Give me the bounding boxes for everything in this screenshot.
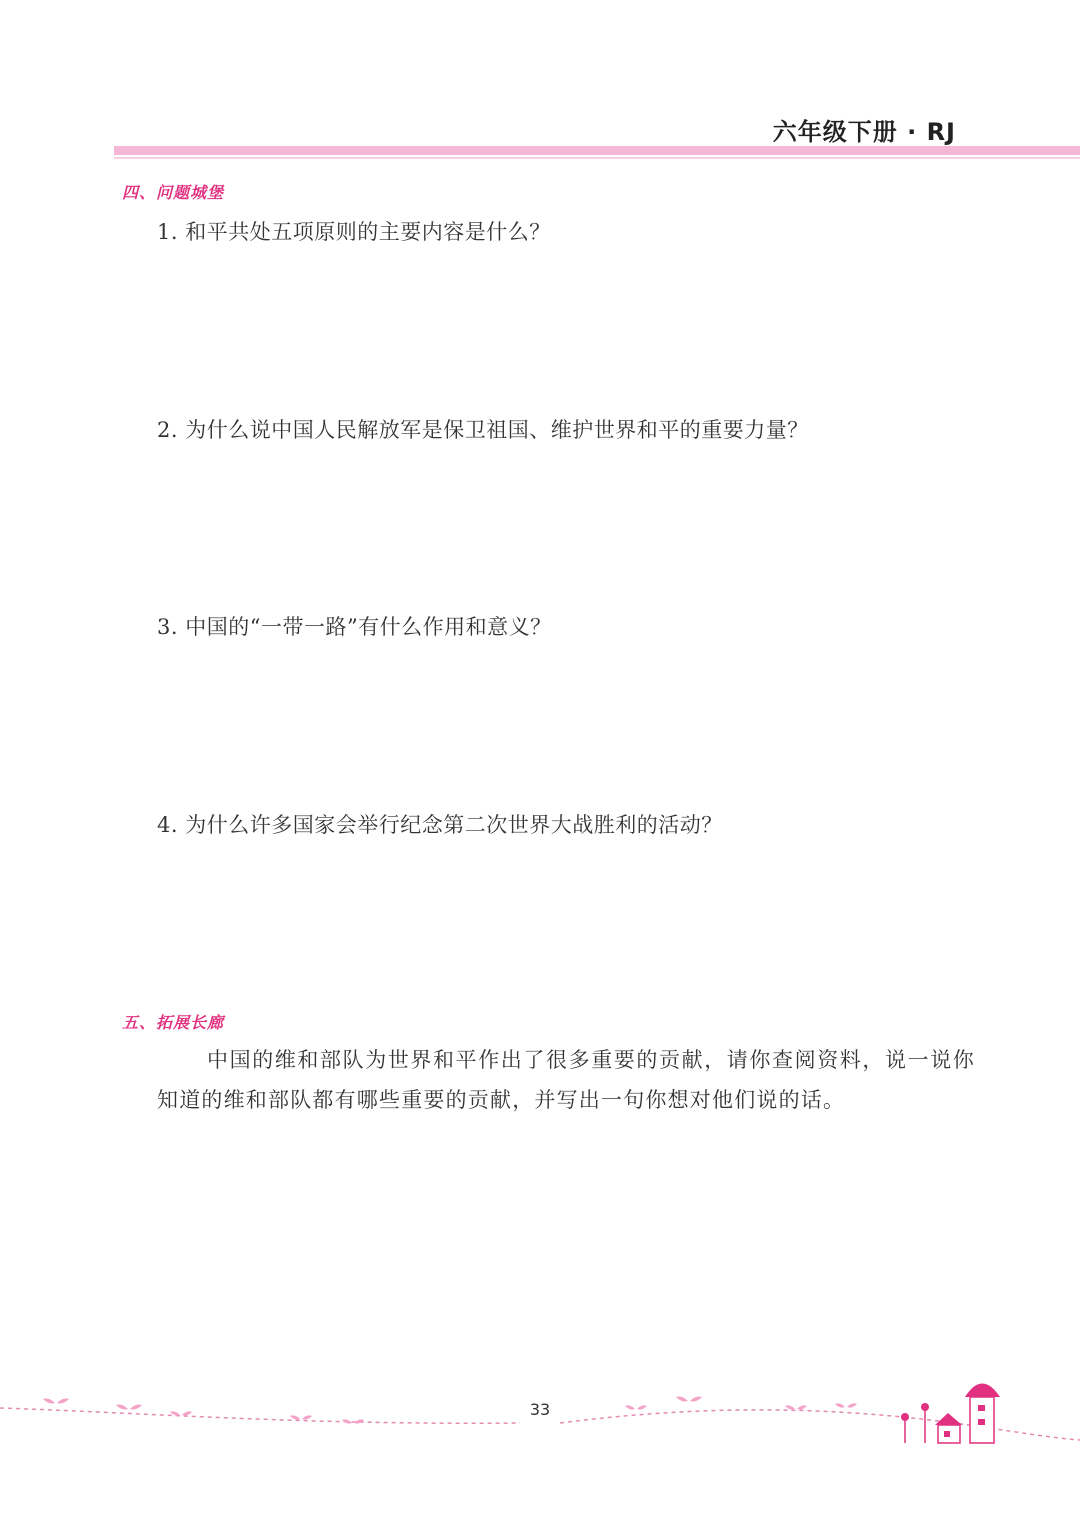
question-1: 1. 和平共处五项原则的主要内容是什么？ xyxy=(157,220,551,244)
house-icon xyxy=(935,1413,962,1443)
footer-decoration xyxy=(0,1365,1080,1465)
question-4: 4. 为什么许多国家会举行纪念第二次世界大战胜利的活动？ xyxy=(157,813,723,837)
header-title: 六年级下册 · RJ xyxy=(772,118,956,146)
tower-icon xyxy=(965,1384,1000,1444)
header-bar xyxy=(114,146,1080,155)
section-title-extension: 五、拓展长廊 xyxy=(122,1013,225,1032)
extension-paragraph: 中国的维和部队为世界和平作出了很多重要的贡献，请你查阅资料，说一说你知道的维和部队都有哪些重要的贡献，并写出一句你想对他们说的话。 xyxy=(157,1048,975,1112)
section-title-questions: 四、问题城堡 xyxy=(122,183,225,202)
page-number: 33 xyxy=(529,1400,551,1419)
sprout-icons xyxy=(43,1397,857,1424)
header-bar-thin xyxy=(114,157,1080,159)
question-3: 3. 中国的“一带一路”有什么作用和意义？ xyxy=(157,615,552,639)
question-2: 2. 为什么说中国人民解放军是保卫祖国、维护世界和平的重要力量？ xyxy=(157,418,809,442)
